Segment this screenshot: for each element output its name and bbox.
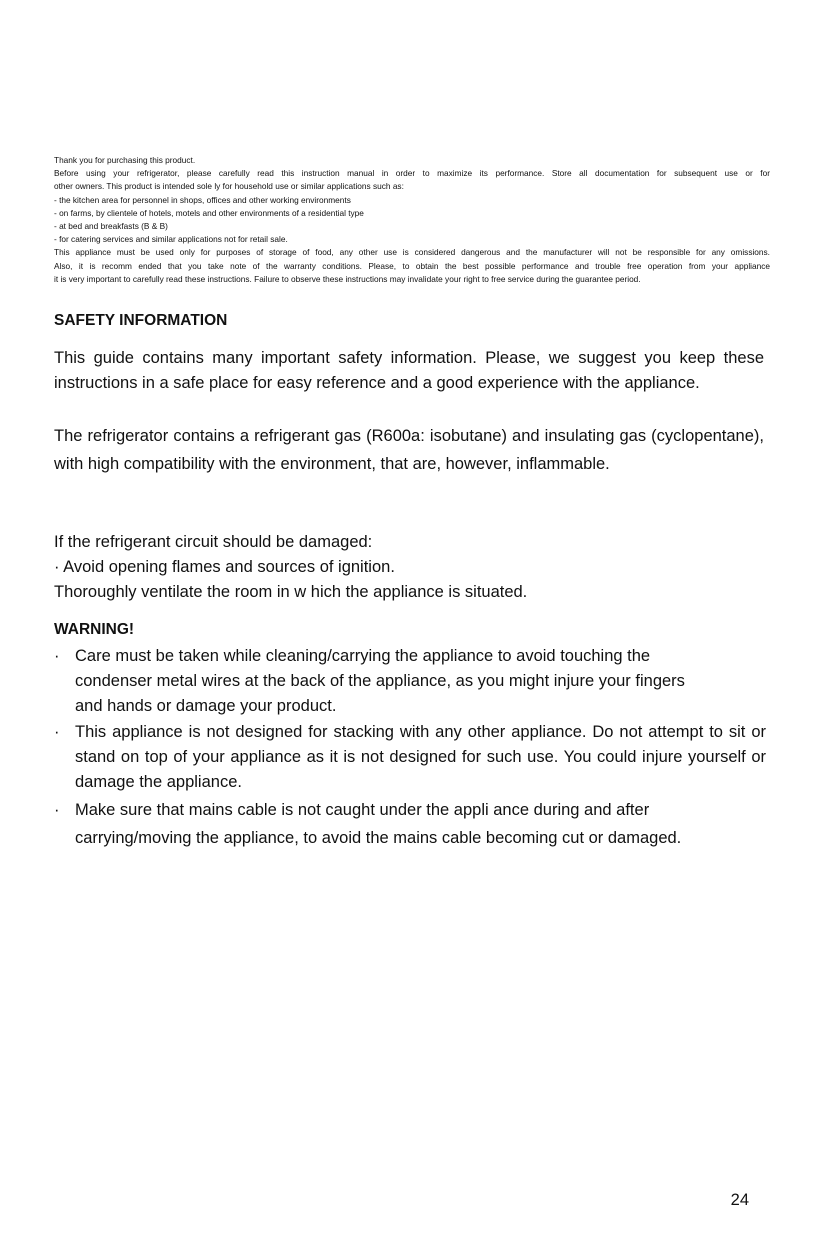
safety-paragraph-2: The refrigerator contains a refrigerant gas (R600a: isobutane) and insulating gas (cyclopentane), with high compatibility with the environment, that are, however, inflammable. xyxy=(54,427,764,473)
warning-item xyxy=(54,720,766,795)
intro-line: - for catering services and similar applications not for retail sale. xyxy=(54,234,288,245)
warning-heading: WARNING! xyxy=(54,621,135,638)
intro-line: other owners. This product is intended sole ly for household use or similar applications such as: xyxy=(54,181,404,192)
safety-heading: SAFETY INFORMATION xyxy=(54,312,228,329)
bullet-marker: · xyxy=(54,801,60,819)
intro-line: - at bed and breakfasts (B & B) xyxy=(54,221,168,232)
intro-line: - on farms, by clientele of hotels, motels and other environments of a residential type xyxy=(54,207,364,218)
damaged-intro: If the refrigerant circuit should be damaged: xyxy=(54,533,373,551)
bullet-marker: · xyxy=(54,723,60,741)
warning-item xyxy=(54,644,714,719)
intro-line: Thank you for purchasing this product. xyxy=(54,155,196,165)
bullet-marker: · xyxy=(54,647,60,665)
ventilate-room: Thoroughly ventilate the room in w hich the appliance is situated. xyxy=(54,583,528,601)
warning-item xyxy=(54,796,766,852)
safety-paragraph-1: This guide contains many important safety information. Please, we suggest you keep these instructions in a safe place for easy reference and a good experience with the appliance. xyxy=(54,349,764,392)
intro-line: Before using your refrigerator, please carefully read this instruction manual in order to maximize its performance. Store all documentation for subsequent use or for xyxy=(54,168,770,179)
intro-line: - the kitchen area for personnel in shops, offices and other working environments xyxy=(54,194,351,205)
warning-item-text: Make sure that mains cable is not caught under the appli ance during and after carrying/moving the appliance, to avoid the mains cable becoming cut or damaged. xyxy=(75,801,682,847)
intro-line: it is very important to carefully read these instructions. Failure to observe these instructions may invalidate your right to free service during the guarantee period. xyxy=(54,273,641,284)
intro-text xyxy=(54,154,770,286)
page-number: 24 xyxy=(730,1191,749,1209)
avoid-flames: · Avoid opening flames and sources of ignition. xyxy=(54,558,395,576)
intro-line: Also, it is recomm ended that you take note of the warranty conditions. Please, to obtain the best possible performance and trouble free operation from your appliance xyxy=(54,260,770,271)
warning-item-text: Care must be taken while cleaning/carrying the appliance to avoid touching the condenser metal wires at the back of the appliance, as you might injure your fingers and hands or damage your product. xyxy=(75,647,685,715)
intro-line: This appliance must be used only for purposes of storage of food, any other use is considered dangerous and the manufacturer will not be responsible for any omissions. xyxy=(54,247,770,258)
warning-item-text: This appliance is not designed for stacking with any other appliance. Do not attempt to sit or stand on top of your appliance as it is not designed for such use. You could injure yourself or damage the appliance. xyxy=(75,723,766,791)
